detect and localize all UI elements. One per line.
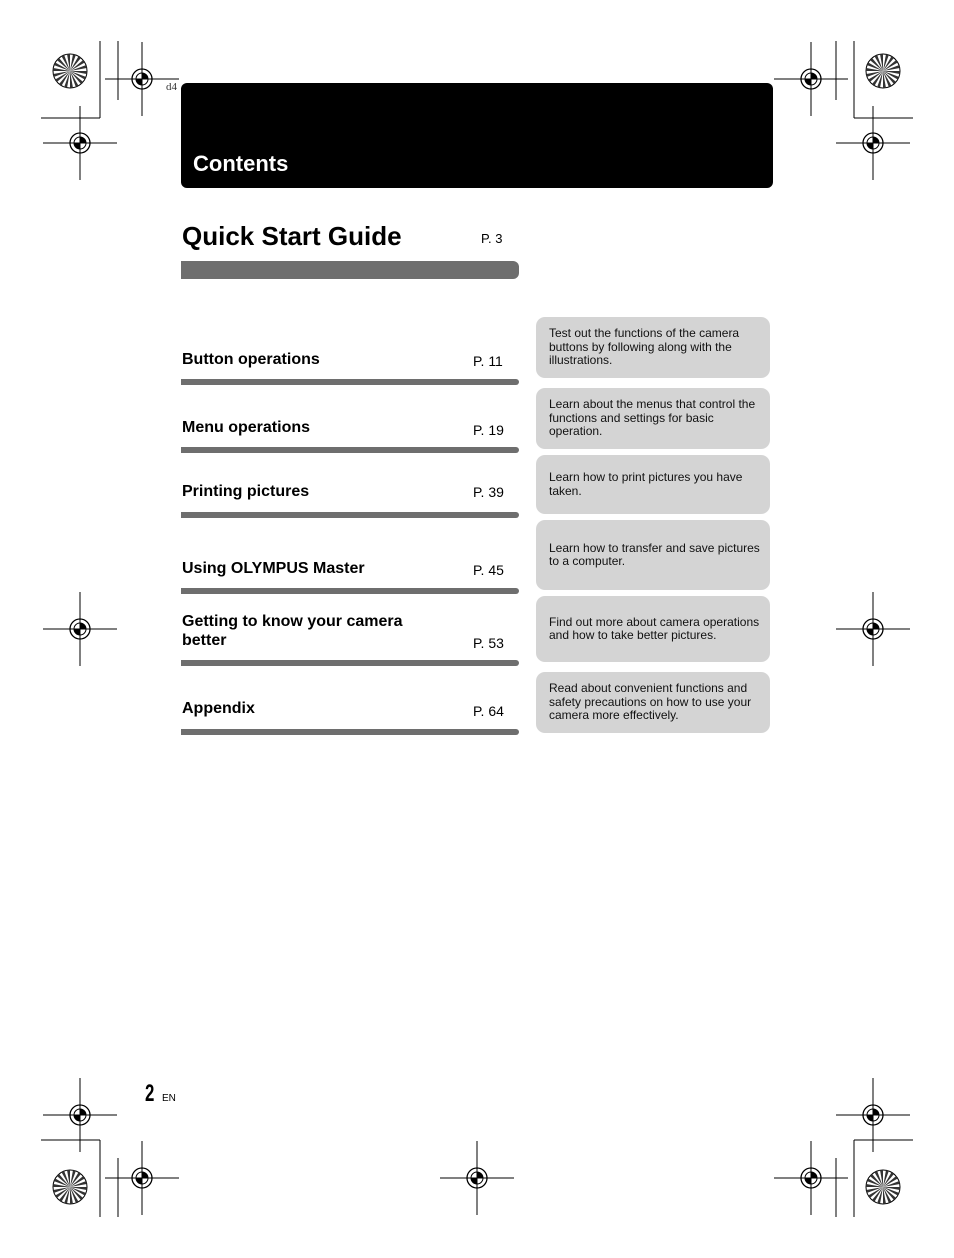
registration-target (43, 1078, 117, 1152)
description-text: Test out the functions of the camera buttons by following along with the illustrations. (549, 326, 740, 368)
toc-entry-bar (181, 379, 519, 385)
description-box (536, 596, 770, 662)
registration-target (836, 592, 910, 666)
toc-entry-bar (181, 660, 519, 666)
registration-target (836, 1078, 910, 1152)
description-box (536, 455, 770, 514)
page-language: EN (162, 1093, 176, 1104)
registration-target (105, 1141, 179, 1215)
starburst-target (53, 1170, 87, 1204)
toc-entry-title: Menu operations (182, 419, 311, 436)
toc-entry-title: Using OLYMPUS Master (182, 560, 365, 577)
toc-entry-title: Button operations (182, 351, 320, 368)
description-box (536, 317, 770, 378)
toc-entry-bar (181, 729, 519, 735)
description-box (536, 520, 770, 590)
registration-target (105, 42, 179, 116)
description-text: Learn how to transfer and save pictures to a computer. (549, 540, 760, 568)
toc-entry-page: P. 45 (473, 562, 504, 578)
toc-entry-bar (181, 588, 519, 594)
description-box (536, 672, 770, 733)
description-text: Find out more about camera operations and how to take better pictures. (549, 614, 760, 642)
page-title: Contents (193, 151, 289, 176)
toc-entry-title: Appendix (182, 700, 255, 717)
toc-entry-bar (181, 447, 519, 453)
toc-entry-page: P. 39 (473, 484, 504, 500)
registration-target (440, 1141, 514, 1215)
starburst-target (866, 1170, 900, 1204)
starburst-target (53, 54, 87, 88)
description-text: Learn about the menus that control the functions and settings for basic operation. (549, 397, 756, 439)
starburst-target (866, 54, 900, 88)
toc-entry-page: P. 19 (473, 422, 504, 438)
registration-target (43, 106, 117, 180)
registration-target (774, 42, 848, 116)
description-box (536, 388, 770, 449)
description-text: Read about convenient functions and safety precautions on how to use your camera more effectively. (549, 681, 752, 723)
toc-entry-page: P. 53 (473, 635, 504, 651)
registration-target (43, 592, 117, 666)
toc-entry-title: Getting to know your camera better (182, 613, 403, 649)
toc-entry-bar (181, 512, 519, 518)
registration-target (836, 106, 910, 180)
quick-start-title: Quick Start Guide (182, 221, 402, 251)
registration-target (774, 1141, 848, 1215)
description-text: Learn how to print pictures you have taken. (549, 470, 743, 498)
quick-start-bar (181, 261, 519, 279)
quick-start-page: P. 3 (481, 231, 503, 246)
toc-entry-page: P. 64 (473, 703, 504, 719)
page-number: 2 (145, 1080, 154, 1107)
job-code: d4 (166, 81, 177, 93)
toc-entry-title: Printing pictures (182, 483, 310, 500)
toc-entry-page: P. 11 (473, 353, 503, 369)
